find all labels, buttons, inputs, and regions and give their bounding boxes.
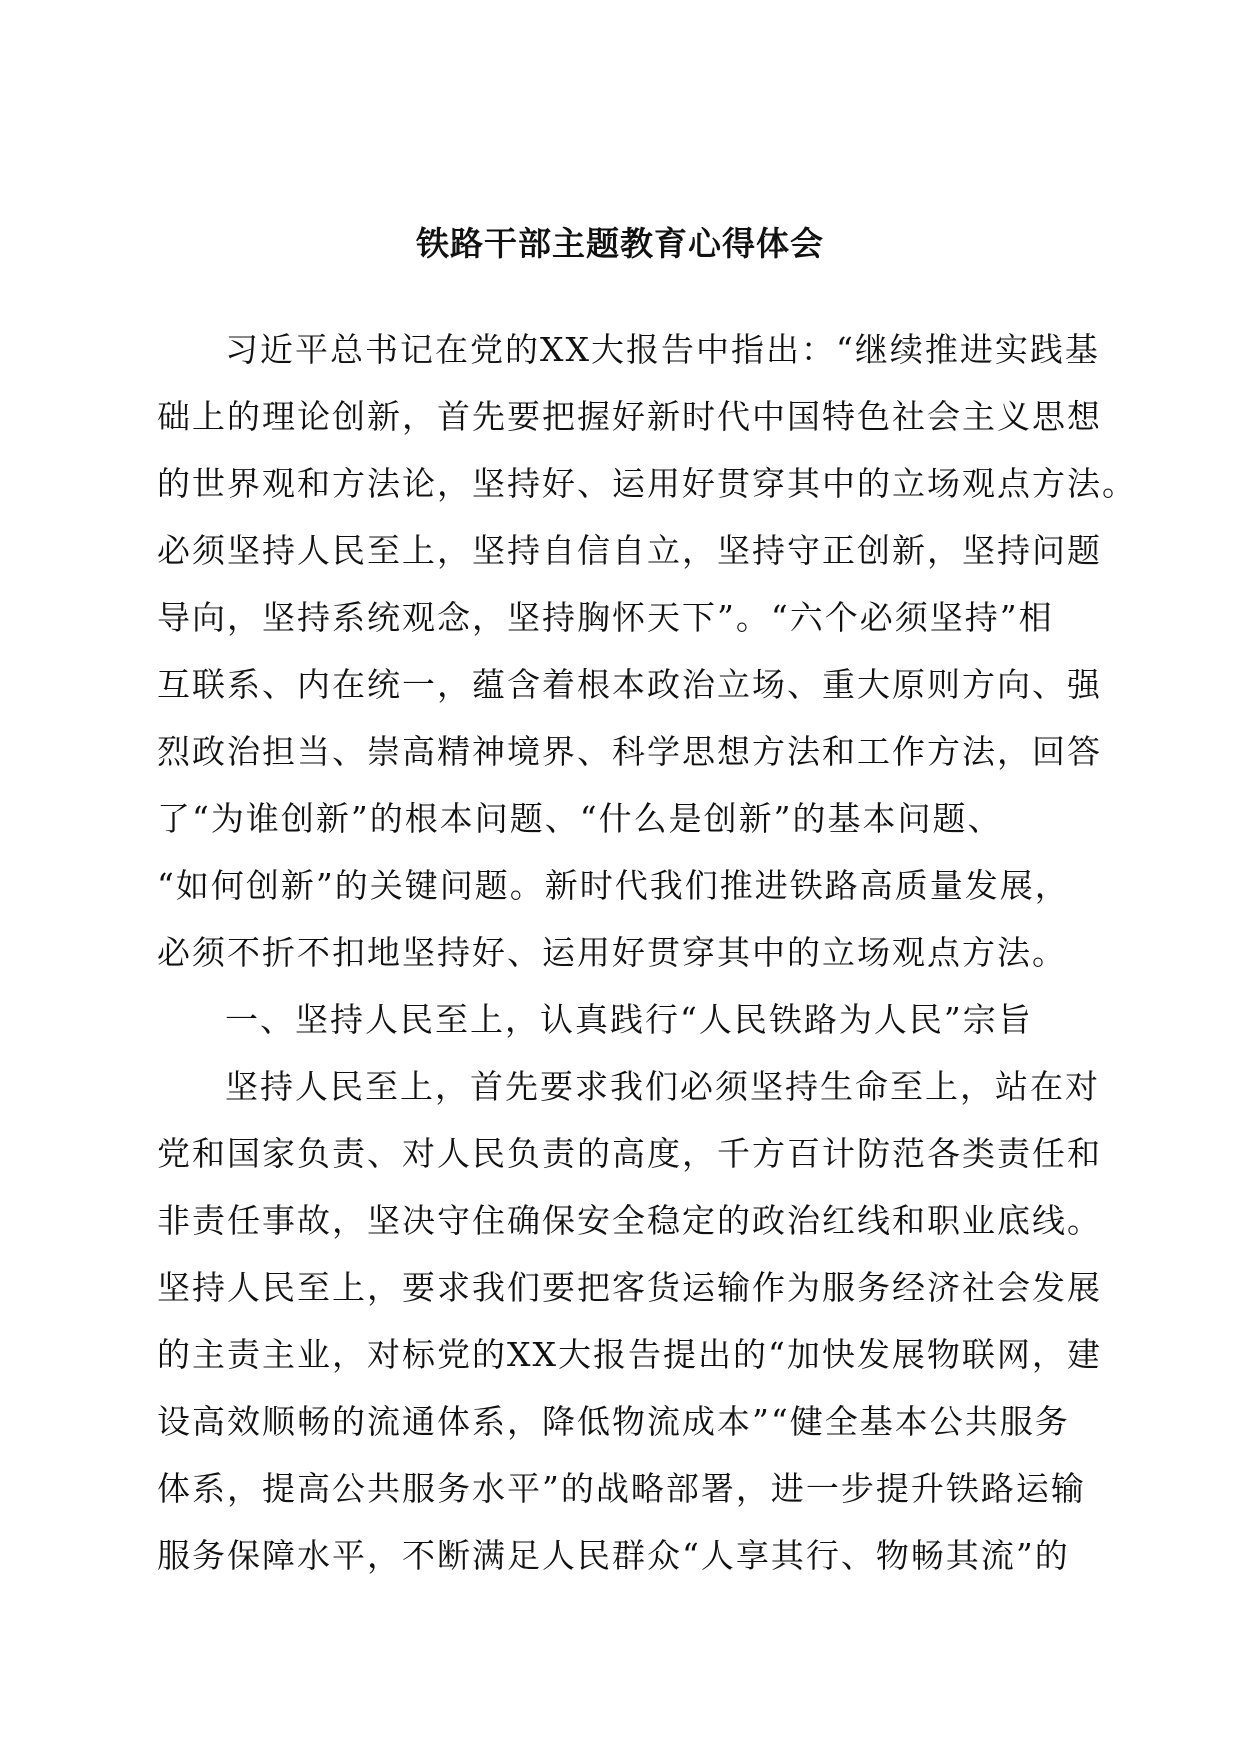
paragraph-line: 的主责主业，对标党的XX大报告提出的“加快发展物联网，建 — [157, 1335, 1102, 1374]
paragraph-line: “如何创新”的关键问题。新时代我们推进铁路高质量发展， — [157, 866, 1070, 905]
document-body — [157, 316, 1137, 1589]
paragraph-line: 烈政治担当、崇高精神境界、科学思想方法和工作方法，回答 — [157, 732, 1102, 771]
document-title: 铁路干部主题教育心得体会 — [416, 224, 824, 263]
paragraph-line: 坚持人民至上，要求我们要把客货运输作为服务经济社会发展 — [157, 1268, 1102, 1307]
section-heading: 一、坚持人民至上，认真践行“人民铁路为人民”宗旨 — [225, 1000, 1033, 1039]
paragraph-line: 党和国家负责、对人民负责的高度，千方百计防范各类责任和 — [157, 1134, 1102, 1173]
paragraph-line: 导向，坚持系统观念，坚持胸怀天下”。“六个必须坚持”相 — [157, 598, 1054, 637]
paragraph-line: 必须不折不扣地坚持好、运用好贯穿其中的立场观点方法。 — [157, 933, 1067, 972]
paragraph-line: 服务保障水平，不断满足人民群众“人享其行、物畅其流”的 — [157, 1536, 1070, 1575]
paragraph-line: 坚持人民至上，首先要求我们必须坚持生命至上，站在对 — [225, 1067, 1100, 1106]
paragraph-line: 互联系、内在统一，蕴含着根本政治立场、重大原则方向、强 — [157, 665, 1102, 704]
paragraph-line: 了“为谁创新”的根本问题、“什么是创新”的基本问题、 — [157, 799, 1003, 838]
paragraph-line: 体系，提高公共服务水平”的战略部署，进一步提升铁路运输 — [157, 1469, 1086, 1508]
paragraph-line: 的世界观和方法论，坚持好、运用好贯穿其中的立场观点方法。 — [157, 464, 1137, 503]
paragraph-line: 必须坚持人民至上，坚持自信自立，坚持守正创新，坚持问题 — [157, 531, 1102, 570]
paragraph-line: 设高效顺畅的流通体系，降低物流成本”“健全基本公共服务 — [157, 1402, 1070, 1441]
paragraph-line: 非责任事故，坚决守住确保安全稳定的政治红线和职业底线。 — [157, 1201, 1102, 1240]
paragraph-line: 习近平总书记在党的XX大报告中指出：“继续推进实践基 — [225, 330, 1100, 369]
paragraph-line: 础上的理论创新，首先要把握好新时代中国特色社会主义思想 — [157, 397, 1102, 436]
